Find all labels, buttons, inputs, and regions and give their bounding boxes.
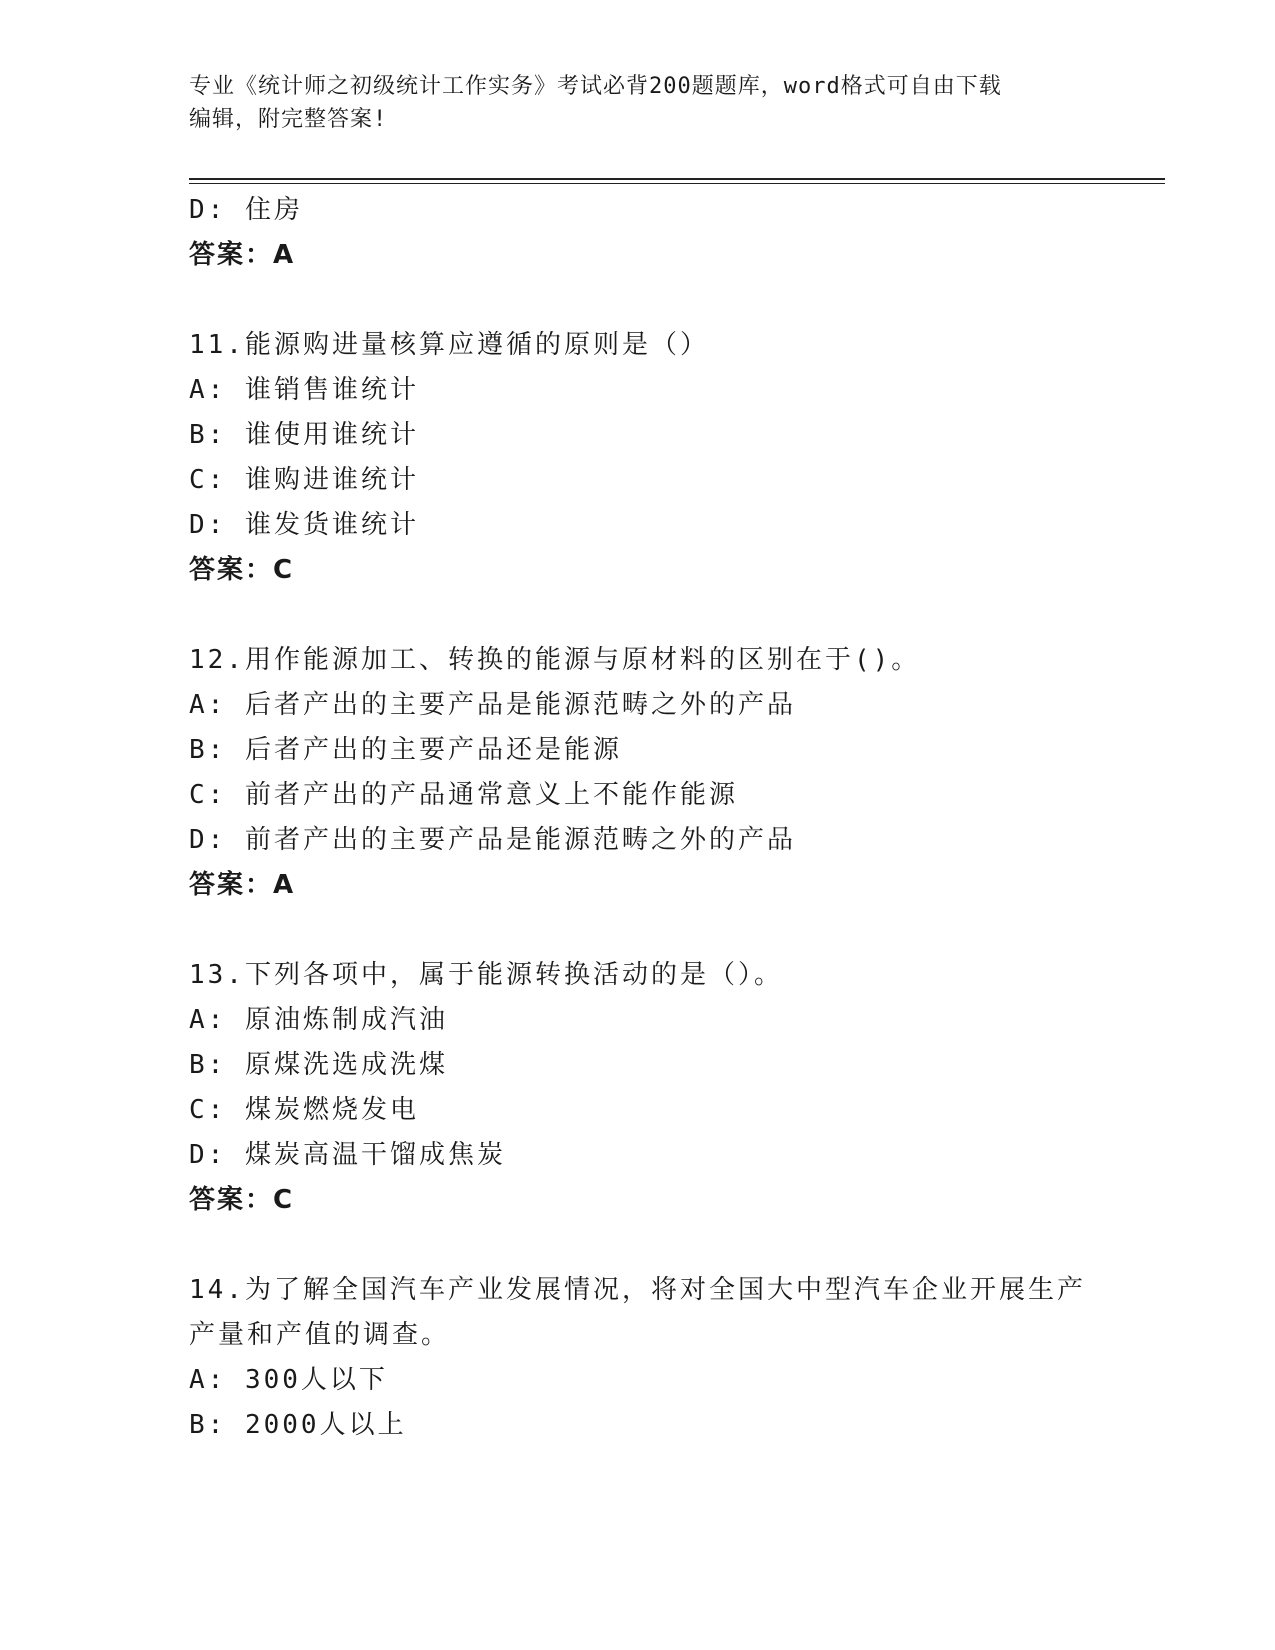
question-14: 14.为了解全国汽车产业发展情况，将对全国大中型汽车企业开展生产 [189,1275,1086,1305]
option-d: D: 住房 [189,195,303,225]
question-12: 12.用作能源加工、转换的能源与原材料的区别在于()。 [189,645,921,675]
document-header [189,70,1089,136]
header-divider-thin [189,183,1165,184]
option-b: B: 谁使用谁统计 [189,420,419,450]
option-d: D: 前者产出的主要产品是能源范畴之外的产品 [189,825,796,855]
answer: 答案：A [189,240,296,270]
option-b: B: 2000人以上 [189,1410,407,1440]
answer: 答案：C [189,555,295,585]
answer: 答案：A [189,870,296,900]
header-line-2: 编辑，附完整答案! [189,107,388,132]
option-c: C: 煤炭燃烧发电 [189,1095,419,1125]
header-divider [189,178,1165,180]
option-c: C: 谁购进谁统计 [189,465,419,495]
option-a: A: 后者产出的主要产品是能源范畴之外的产品 [189,690,796,720]
option-a: A: 300人以下 [189,1365,388,1395]
option-b: B: 原煤洗选成洗煤 [189,1050,448,1080]
answer: 答案：C [189,1185,295,1215]
option-b: B: 后者产出的主要产品还是能源 [189,735,622,765]
option-d: D: 煤炭高温干馏成焦炭 [189,1140,506,1170]
question-13: 13.下列各项中，属于能源转换活动的是（）。 [189,960,783,990]
header-line-1: 专业《统计师之初级统计工作实务》考试必背200题题库，word格式可自由下载 [189,74,1002,99]
option-c: C: 前者产出的产品通常意义上不能作能源 [189,780,738,810]
question-14-continued: 产量和产值的调查。 [189,1320,451,1350]
option-a: A: 原油炼制成汽油 [189,1005,448,1035]
question-11: 11.能源购进量核算应遵循的原则是（） [189,330,709,360]
option-d: D: 谁发货谁统计 [189,510,419,540]
option-a: A: 谁销售谁统计 [189,375,419,405]
